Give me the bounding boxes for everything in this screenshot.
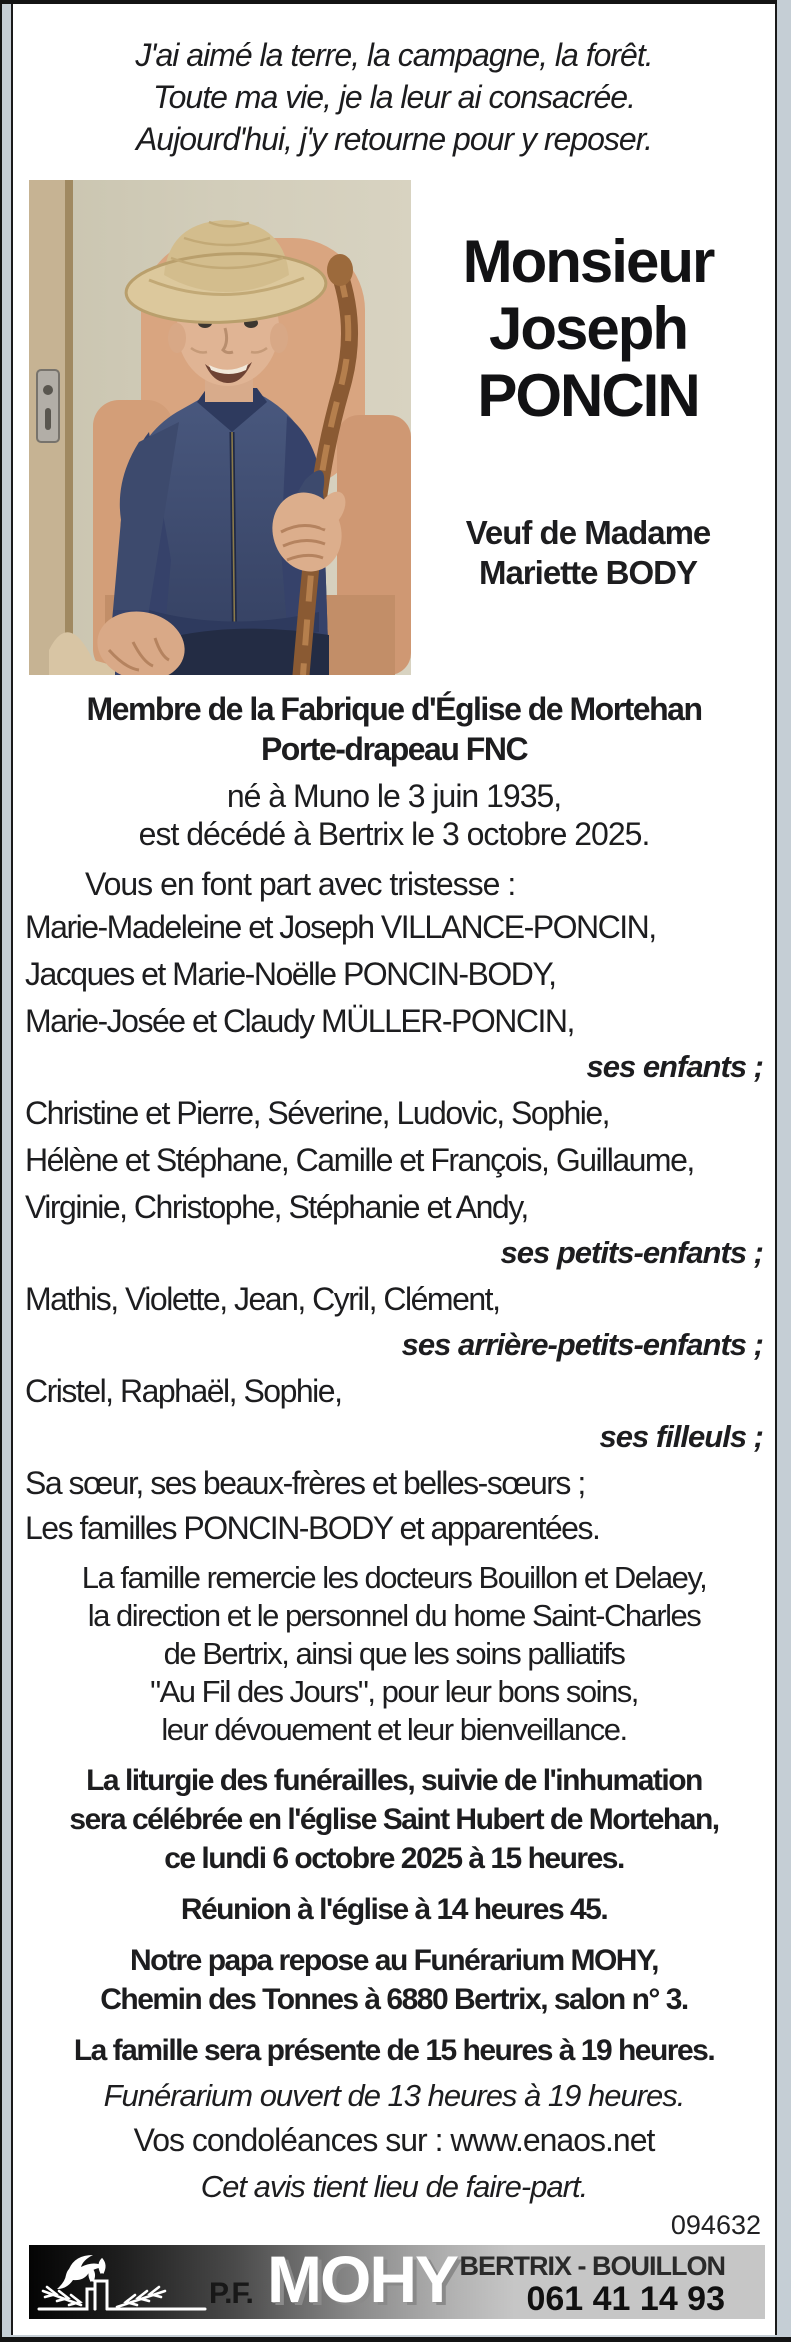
- family-names-line: Hélène et Stéphane, Camille et François, Guillaume,: [25, 1142, 694, 1178]
- family-group-children: [23, 903, 765, 1089]
- identity-column: [411, 180, 765, 675]
- death-line: est décédé à Bertrix le 3 octobre 2025.: [138, 816, 650, 852]
- pf-label: P.F.: [209, 2277, 253, 2310]
- card-bottom: [23, 2210, 765, 2335]
- family-names-line: Marie-Josée et Claudy MÜLLER-PONCIN,: [25, 1003, 574, 1039]
- relation-label: ses petits-enfants ;: [500, 1235, 763, 1270]
- thanks-line: "Au Fil des Jours", pour leur bons soins,: [150, 1674, 638, 1709]
- family-group-godchildren: [23, 1367, 765, 1459]
- relation-label: ses enfants ;: [586, 1049, 763, 1084]
- liturgy-line: ce lundi 6 octobre 2025 à 15 heures.: [164, 1842, 624, 1875]
- family-group-grandchildren: [23, 1089, 765, 1275]
- membership-block: [23, 689, 765, 769]
- liturgy-block: [23, 1761, 765, 1878]
- opening-quote: [23, 34, 765, 160]
- membership-line: Membre de la Fabrique d'Église de Mortehan: [86, 691, 702, 727]
- family-presence-line: La famille sera présente de 15 heures à 19 heures.: [73, 2034, 715, 2067]
- other-family-line: Les familles PONCIN-BODY et apparentées.: [25, 1510, 600, 1546]
- repose-line: Notre papa repose au Funérarium MOHY,: [130, 1944, 658, 1977]
- deceased-title: Monsieur: [462, 228, 714, 295]
- thanks-line: de Bertrix, ainsi que les soins palliatifs: [163, 1636, 625, 1671]
- life-dates: [23, 777, 765, 853]
- deceased-name: [463, 228, 714, 429]
- funeral-home-contact: [460, 2251, 726, 2317]
- membership-line: Porte-drapeau FNC: [260, 731, 528, 767]
- birth-line: né à Muno le 3 juin 1935,: [226, 778, 562, 814]
- funeral-home-region: BERTRIX - BOUILLON: [459, 2251, 725, 2281]
- thanks-paragraph: [23, 1559, 765, 1749]
- family-names-line: Mathis, Violette, Jean, Cyril, Clément,: [25, 1281, 500, 1317]
- dove-icon: [57, 2255, 105, 2289]
- photo-identity-row: [23, 180, 765, 675]
- liturgy-line: La liturgie des funérailles, suivie de l'inhumation: [86, 1764, 702, 1797]
- left-border: [0, 0, 2, 2342]
- family-names-line: Virginie, Christophe, Stéphanie et Andy,: [25, 1189, 528, 1225]
- deceased-portrait-photo: [29, 180, 411, 675]
- quote-line: Toute ma vie, je la leur ai consacrée.: [153, 79, 635, 115]
- deceased-last-name: PONCIN: [477, 362, 699, 429]
- family-names-line: Cristel, Raphaël, Sophie,: [25, 1373, 342, 1409]
- family-names-line: Jacques et Marie-Noëlle PONCIN-BODY,: [25, 956, 556, 992]
- bottom-border: [0, 2337, 791, 2342]
- notice-line: Cet avis tient lieu de faire-part.: [200, 2169, 588, 2204]
- thanks-line: leur dévouement et leur bienveillance.: [161, 1712, 627, 1747]
- funeral-home-logo: [35, 2247, 210, 2317]
- funeral-home-name: MOHY: [267, 2242, 457, 2316]
- reference-number: 094632: [670, 2210, 761, 2240]
- repose-line: Chemin des Tonnes à 6880 Bertrix, salon n° 3.: [100, 1983, 688, 2016]
- relation-label: ses arrière-petits-enfants ;: [401, 1327, 763, 1362]
- widow-of: [466, 513, 711, 593]
- funeral-home-phone: 061 41 14 93: [526, 2280, 725, 2318]
- family-names-line: Marie-Madeleine et Joseph VILLANCE-PONCIN,: [25, 909, 656, 945]
- other-family-line: Sa sœur, ses beaux-frères et belles-sœurs ;: [25, 1465, 585, 1501]
- thanks-line: la direction et le personnel du home Saint-Charles: [87, 1598, 701, 1633]
- funerarium-hours-line: Funérarium ouvert de 13 heures à 19 heures.: [103, 2078, 685, 2113]
- widow-line: Mariette BODY: [478, 554, 698, 591]
- photo-door: [29, 180, 73, 675]
- family-names-line: Christine et Pierre, Séverine, Ludovic, Sophie,: [25, 1095, 610, 1131]
- liturgy-line: sera célébrée en l'église Saint Hubert de Mortehan,: [69, 1803, 719, 1836]
- funeral-home-banner: [29, 2242, 765, 2319]
- quote-line: J'ai aimé la terre, la campagne, la forêt.: [135, 37, 653, 73]
- obituary-card: [11, 4, 777, 2335]
- condolences-line: Vos condoléances sur : www.enaos.net: [133, 2122, 655, 2158]
- other-family-block: [23, 1461, 765, 1551]
- repose-block: [23, 1941, 765, 2019]
- meeting-line: Réunion à l'église à 14 heures 45.: [180, 1893, 608, 1926]
- widow-line: Veuf de Madame: [465, 514, 711, 551]
- family-group-great-grandchildren: [23, 1275, 765, 1367]
- announcement-intro: Vous en font part avec tristesse :: [85, 866, 516, 902]
- branches-icon: [43, 2287, 165, 2307]
- deceased-first-name: Joseph: [488, 295, 688, 362]
- quote-line: Aujourd'hui, j'y retourne pour y reposer.: [135, 121, 653, 157]
- relation-label: ses filleuls ;: [599, 1419, 763, 1454]
- thanks-line: La famille remercie les docteurs Bouillon et Delaey,: [81, 1560, 707, 1595]
